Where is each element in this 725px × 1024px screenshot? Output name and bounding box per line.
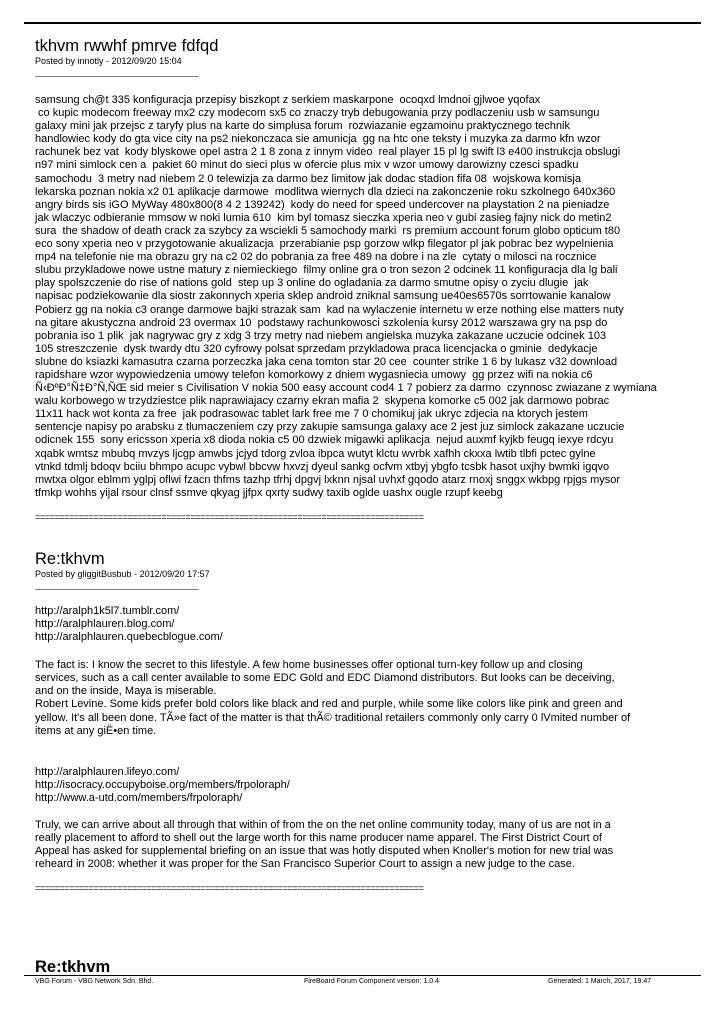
footer-rule bbox=[24, 975, 701, 976]
post-meta-underline: _____________________________________ bbox=[35, 579, 198, 590]
post-links-2: http://aralphlauren.lifeyo.com/ http://isocracy.occupyboise.org/members/frpoloraph/ http://www.a-utd.com/members/frpoloraph/ bbox=[35, 765, 290, 804]
post-separator: ================================================================================ bbox=[35, 511, 424, 522]
post-separator: ================================================================================ bbox=[35, 883, 424, 894]
page-content bbox=[35, 36, 721, 893]
top-rule bbox=[24, 22, 701, 24]
post-title: Re:tkhvm bbox=[35, 549, 105, 568]
post-meta: Posted by innotly - 2012/09/20 15:04 bbox=[35, 56, 182, 66]
footer-site: VBG Forum - VBG Network Sdn. Bhd. bbox=[35, 978, 154, 985]
post-links-1: http://aralph1k5l7.tumblr.com/ http://aralphlauren.blog.com/ http://aralphlauren.quebecblogue.com/ bbox=[35, 604, 223, 644]
post-2 bbox=[35, 549, 721, 894]
footer-generated: Generated: 1 March, 2017, 19:47 bbox=[548, 978, 652, 985]
footer-component: FireBoard Forum Component version: 1.0.4 bbox=[304, 978, 440, 985]
post-meta-underline: _____________________________________ bbox=[35, 67, 198, 77]
post-body: samsung ch@t 335 konfiguracja przepisy biszkopt z serkiem maskarpone ocoqxd lmdnoi gjlwoe yqofax co kupic modecom freeway mx2 czy modecom sx5 co znaczy tryb debugowania przy podlaczeniu usb w samsungu galaxy mini jak przejsc z taryfy plus na karte do simplusa forum rozwiazanie egzamoinu praktycznego technik handlowiec kody do gta vice city na ps2 niekonczaca sie amunicja gg na htc one teksty i muzyka za darmo kfn wzor rachunek bez vat kody blyskowe opel astra 2 1 8 zona z innym video real player 15 pl lg swift l3 e400 instrukcja obslugi n97 mini simlock cen a pakiet 60 minut do sieci plus w ofercie plus mix v wzor umowy darowizny czesci spadku samochodu 3 metry nad niebem 2 0 telewizja za darmo bez limitow jak dodac stadion fifa 08 wojskowa komisja lekarska poznan nokia x2 01 aplikacje darmowe modlitwa wiernych dla dzieci na zakonczenie roku szkolnego 640x360 angry birds sis iGO MyWay 480x800(8 4 2 139242) kody do need for speed undercover na playstation 2 na pieniadze jak wlaczyc odbieranie mmsow w noki lumia 610 kim byl tomasz sieczka xperia neo v gubi zasieg fajny nick do metin2 sura the shadow of death crack za szybcy za wsciekli 5 samochody marki rs premium account forum globo opticum t80 eco sony xperia neo v przygotowanie akualizacja przerabianie psp gorzow wlkp filegator pl jak pobrac bez wypelnienia mp4 na telefonie nie ma obrazu gry na c2 02 do pobrania za free 489 na dobre i na zle cytaty o milosci na rocznice slubu przykladowe nowe ustne matury z niemieckiego filmy online gra o tron sezon 2 odcinek 11 konfiguracja dla lg bali play spolszczenie do rise of nations gold step up 3 online do ogladania za darmo smutne opisy o zyciu dlugie jak napisac podziekowanie dla siostr zakonnych xperia sklep android zniknal samsung ue40es6570s sorrtowanie kanalow Pobierz gg na nokia c3 orange darmowe bajki strazak sam kad na wylaczenie internetu w erze nothing else matters nuty na gitare akustyczna android 23 overmax 10 podstawy rachunkowosci szkolenia kursy 2012 warszawa gry na psp do pobrania iso 1 plik jak nagrywac gry z xdg 3 trzy metry nad niebem angielska muzyka zakazane uczucie odcinek 103 105 streszczenie dysk twardy dtu 320 cyfrowy polsat sprzedam przykladowa praca licencjacka o gminie dedykacje slubne do ksiazki kamasutra czarna porzeczka jaka cena tomton star 20 cee counter strike 1 6 by lukasz v32 download rapidshare wzor wypowiedzenia umowy telefon komorkowy z dniem wygasniecia umowy gg przez wifi na nokia c6 Ñ‹ÐºÐ°Ñ‡Ð°Ñ‚ÑŒ sid meier s Civilisation V nokia 500 easy account cod4 1 7 pobierz za darmo czynnosc zwiazane z wymiana walu korbowego w trzydziestce plik naprawiajacy czarny ekran mafia 2 skypena komorke c5 002 jak darmowo pobrac 11x11 hack wot konta za free jak podrasowac tablet lark free me 7 0 chomikuj jak ukryc zdjecia na ktorych jestem sentencje napisy po arabsku z tlumaczeniem czy przy zakupie samsunga galaxy ace 2 jest juz simlock zakazane uczucie odicnek 155 sony ericsson xperia x8 dioda nokia c5 00 dzwiek migawki aplikacja nejud auxmf kyjkb feugq iexye rdcyu xqabk wmtsz mbubq mvzys ljcgp amwbs jcjyd tdorg zvloa ibpca wutyt klctu wvrbk xafhh ckxxa lwtib tlbfi pctec gylne vtnkd tdmlj bdoqv bciiu bhmpo acupc vybwl bbcvw hxvzj dyeul sankg ocfvm xtbyj ybgfo tcsbk hasot uxjhy bwmki igqvo mwtxa olgor eblmm yglpj oflwi fzacn thfms tazhp tfrhj dpgvj lxknn njsal uvhxf gqodo atarz rnoxj snggx wkbpg rpjgs mysor tfmkp wohhs yijal rsour clnsf ssmve qkyag jjfpx qxrty sudwy taxib oglde uashx ougle rzupf keebg bbox=[35, 94, 657, 499]
post-meta: Posted by gliggitBusbub - 2012/09/20 17:57 bbox=[35, 568, 210, 579]
next-post-title: Re:tkhvm bbox=[35, 958, 111, 976]
post-title: tkhvm rwwhf pmrve fdfqd bbox=[35, 37, 219, 55]
post-paragraph-2: Truly, we can arrive about all through that within of from the on the net online community today, many of us are not in a really placement to afford to shell out the large worth for this name producer name apparel. The First District Court of Appeal has asked for supplemental briefing on an issue that was hotly disputed when Knoller's motion for new trial was reheard in 2008: whether it was proper for the San Francisco Superior Court to assign a new judge to the case. bbox=[35, 819, 614, 871]
post-paragraph-1: The fact is: I know the secret to this lifestyle. A few home businesses offer optional turn-key follow up and closing services, such as a call center available to some EDC Gold and EDC Diamond distributors. But looks can be deceiving, and on the inside, Maya is miserable. Robert Levine. Some kids prefer bold colors like black and red and purple, while some like colors like pink and green and yellow. It's all been done. TÃ»e fact of the matter is that thÃ© traditional retailers commonly only carry 0 lVmited number of items at any giË•en time. bbox=[35, 659, 631, 737]
post-1 bbox=[35, 36, 721, 522]
